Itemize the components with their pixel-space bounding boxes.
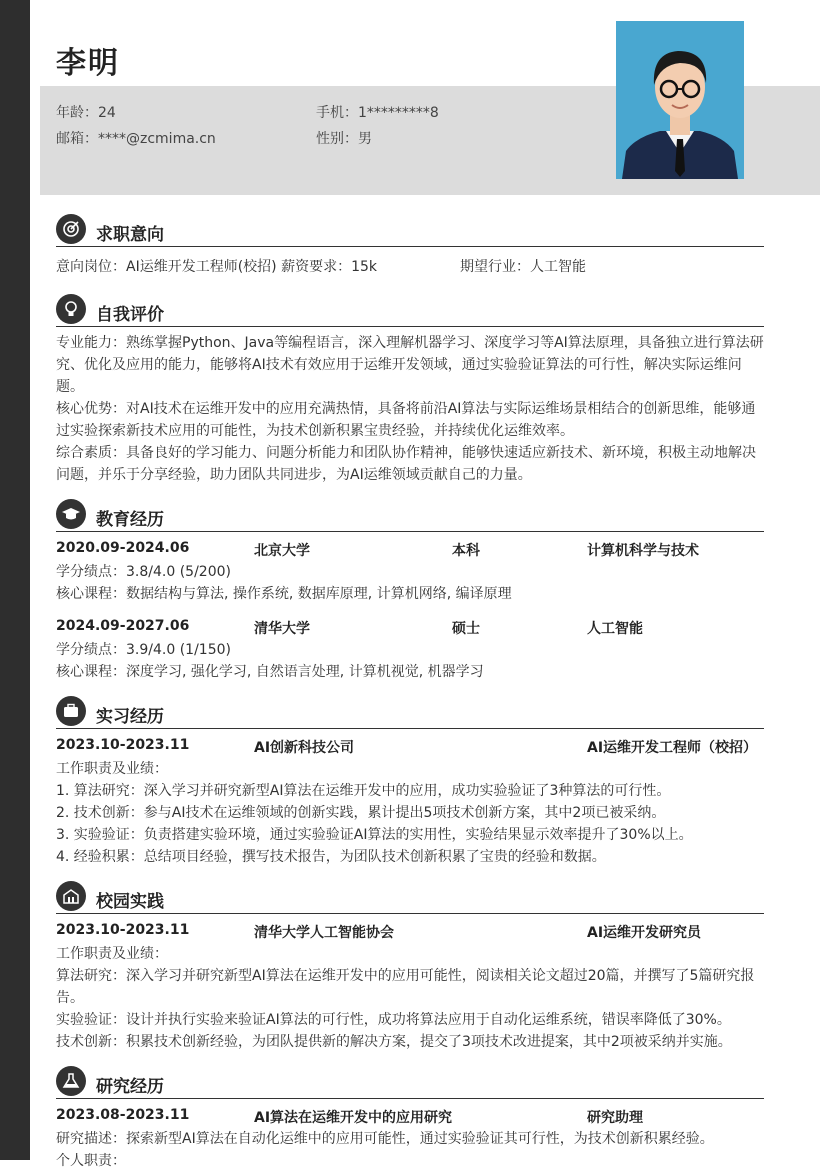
profile-photo <box>616 21 744 179</box>
intent-position: 意向岗位：AI运维开发工程师(校招) <box>56 259 277 275</box>
section-internship <box>56 696 764 729</box>
intern-company: AI创新科技公司 <box>254 740 355 756</box>
self-eval-line: 过实验探索新技术应用的可能性，为技术创新积累宝贵经验，并持续优化运维效率。 <box>56 423 574 439</box>
flask-icon <box>56 1066 86 1096</box>
campus-label: 工作职责及业绩： <box>56 946 168 962</box>
building-icon <box>56 881 86 911</box>
campus-line: 告。 <box>56 990 84 1006</box>
research-desc: 研究描述：探索新型AI算法在自动化运维中的应用可能性，通过实验验证其可行性，为技术创新积累经验。 <box>56 1131 714 1147</box>
section-title: 校园实践 <box>96 892 164 912</box>
phone-field: 手机：1*********8 <box>316 105 439 121</box>
edu-degree: 硕士 <box>452 621 480 637</box>
section-self-evaluation <box>56 294 764 327</box>
section-title: 教育经历 <box>96 510 164 530</box>
edu-date: 2024.09-2027.06 <box>56 618 190 634</box>
self-eval-line: 究、优化及应用的能力，能够将AI技术有效应用于运维开发领域，通过实验验证算法的可行性，解决实际运维问 <box>56 357 742 373</box>
edu-school: 清华大学 <box>254 621 310 637</box>
campus-role: AI运维开发研究员 <box>587 925 702 941</box>
campus-line: 实验验证：设计并执行实验来验证AI算法的可行性，成功将算法应用于自动化运维系统，错误率降低了30%。 <box>56 1012 731 1028</box>
self-eval-line: 核心优势：对AI技术在运维开发中的应用充满热情，具备将前沿AI算法与实际运维场景相结合的创新思维，能够通 <box>56 401 756 417</box>
intent-industry: 期望行业：人工智能 <box>460 259 586 275</box>
left-accent-bar <box>0 0 30 1160</box>
section-campus <box>56 881 764 914</box>
campus-line: 算法研究：深入学习并研究新型AI算法在运维开发中的应用可能性，阅读相关论文超过20篇，并撰写了5篇研究报 <box>56 968 755 984</box>
campus-org: 清华大学人工智能协会 <box>254 925 394 941</box>
edu-courses: 核心课程：数据结构与算法, 操作系统, 数据库原理, 计算机网络, 编译原理 <box>56 586 512 602</box>
intern-label: 工作职责及业绩： <box>56 761 168 777</box>
intent-salary: 薪资要求：15k <box>281 259 378 275</box>
research-label: 个人职责： <box>56 1153 126 1169</box>
section-research <box>56 1066 764 1099</box>
intern-date: 2023.10-2023.11 <box>56 737 190 753</box>
edu-date: 2020.09-2024.06 <box>56 540 190 556</box>
self-eval-line: 专业能力：熟练掌握Python、Java等编程语言，深入理解机器学习、深度学习等AI算法原理，具备独立进行算法研 <box>56 335 764 351</box>
edu-school: 北京大学 <box>254 543 310 559</box>
edu-gpa: 学分绩点：3.9/4.0 (1/150) <box>56 642 231 658</box>
section-education <box>56 499 764 532</box>
self-eval-line: 综合素质：具备良好的学习能力、问题分析能力和团队协作精神，能够快速适应新技术、新环境，积极主动地解决 <box>56 445 756 461</box>
intern-line: 2. 技术创新：参与AI技术在运维领域的创新实践，累计提出5项技术创新方案，其中2项已被采纳。 <box>56 805 666 821</box>
edu-gpa: 学分绩点：3.8/4.0 (5/200) <box>56 564 231 580</box>
graduation-cap-icon <box>56 499 86 529</box>
age-field: 年龄：24 <box>56 105 116 121</box>
edu-courses: 核心课程：深度学习, 强化学习, 自然语言处理, 计算机视觉, 机器学习 <box>56 664 484 680</box>
intern-role: AI运维开发工程师（校招） <box>587 740 758 756</box>
target-icon <box>56 214 86 244</box>
self-eval-line: 题。 <box>56 379 84 395</box>
edu-major: 人工智能 <box>587 621 643 637</box>
gender-field: 性别：男 <box>316 131 372 147</box>
intern-line: 4. 经验积累：总结项目经验，撰写技术报告，为团队技术创新积累了宝贵的经验和数据。 <box>56 849 606 865</box>
edu-degree: 本科 <box>452 543 480 559</box>
research-role: 研究助理 <box>587 1110 643 1126</box>
campus-date: 2023.10-2023.11 <box>56 922 190 938</box>
intern-line: 1. 算法研究：深入学习并研究新型AI算法在运维开发中的应用，成功实验验证了3种算法的可行性。 <box>56 783 671 799</box>
research-project: AI算法在运维开发中的应用研究 <box>254 1110 453 1126</box>
email-field: 邮箱：****@zcmima.cn <box>56 131 216 147</box>
section-title: 自我评价 <box>96 305 164 325</box>
section-title: 研究经历 <box>96 1077 164 1097</box>
edu-major: 计算机科学与技术 <box>587 543 699 559</box>
self-eval-line: 问题，并乐于分享经验，助力团队共同进步，为AI运维领域贡献自己的力量。 <box>56 467 532 483</box>
campus-line: 技术创新：积累技术创新经验，为团队提供新的解决方案，提交了3项技术改进提案，其中2项被采纳并实施。 <box>56 1034 732 1050</box>
section-title: 求职意向 <box>96 225 164 245</box>
section-title: 实习经历 <box>96 707 164 727</box>
candidate-name: 李明 <box>56 46 120 81</box>
lightbulb-icon <box>56 294 86 324</box>
briefcase-icon <box>56 696 86 726</box>
intent-row <box>56 256 764 278</box>
intern-line: 3. 实验验证：负责搭建实验环境，通过实验验证AI算法的实用性，实验结果显示效率提升了30%以上。 <box>56 827 693 843</box>
section-job-intent <box>56 214 764 247</box>
research-date: 2023.08-2023.11 <box>56 1107 190 1123</box>
